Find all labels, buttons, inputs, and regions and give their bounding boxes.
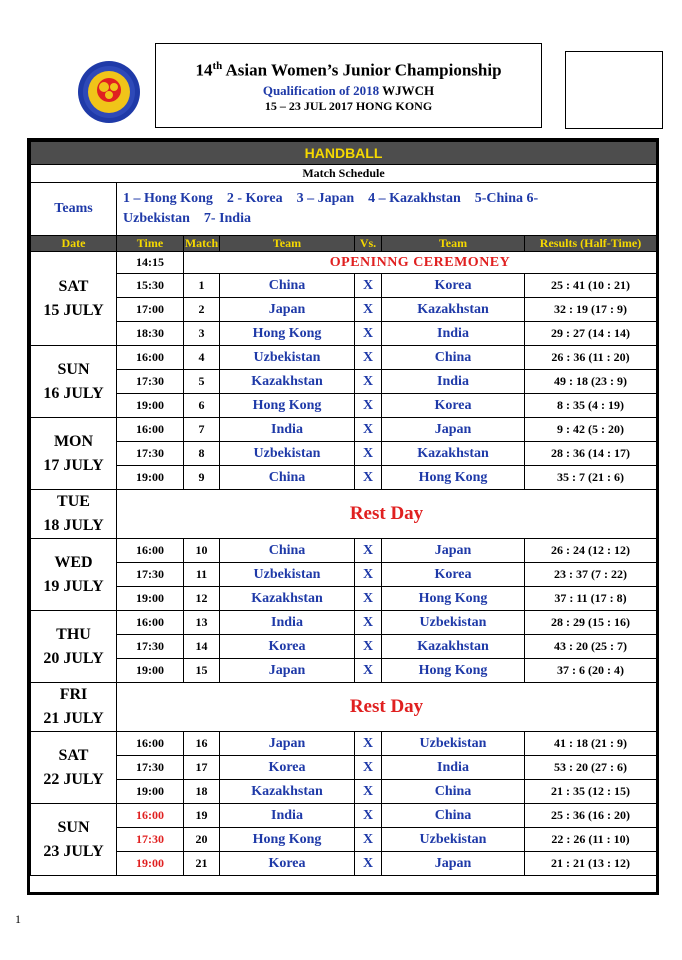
match-number: 12 [184,587,220,611]
day-date-cell [31,732,117,804]
col-team-away: Team [382,236,525,252]
day-date: 22 JULY [43,770,104,788]
match-result: 37 : 6 (20 : 4) [525,659,657,683]
match-result: 28 : 29 (15 : 16) [525,611,657,635]
match-row [31,539,657,563]
match-number: 7 [184,418,220,442]
match-row [31,732,657,756]
match-row [31,635,657,659]
versus-mark: X [355,611,382,635]
match-number: 1 [184,274,220,298]
championship-title-box [155,43,542,128]
match-time: 17:30 [117,442,184,466]
away-team: Hong Kong [382,587,525,611]
match-result: 37 : 11 (17 : 8) [525,587,657,611]
versus-mark: X [355,804,382,828]
home-team: Hong Kong [220,322,355,346]
match-number: 13 [184,611,220,635]
match-number: 15 [184,659,220,683]
day-name: SUN [57,818,90,836]
match-number: 10 [184,539,220,563]
match-result: 21 : 21 (13 : 12) [525,852,657,876]
match-time: 18:30 [117,322,184,346]
match-time: 16:00 [117,418,184,442]
match-result: 35 : 7 (21 : 6) [525,466,657,490]
match-row [31,274,657,298]
away-team: Korea [382,394,525,418]
sport-title: HANDBALL [31,142,657,165]
match-time: 17:30 [117,828,184,852]
match-result: 43 : 20 (25 : 7) [525,635,657,659]
day-date: 15 JULY [43,301,104,319]
home-team: Korea [220,756,355,780]
match-number: 18 [184,780,220,804]
home-team: Hong Kong [220,394,355,418]
match-time: 16:00 [117,732,184,756]
day-date-cell [31,252,117,346]
match-schedule-table [27,138,659,895]
match-number: 9 [184,466,220,490]
match-row [31,756,657,780]
day-name: WED [54,553,93,571]
match-number: 20 [184,828,220,852]
match-number: 11 [184,563,220,587]
dates-location: 15 – 23 JUL 2017 HONG KONG [264,98,433,113]
match-result: 25 : 41 (10 : 21) [525,274,657,298]
day-date-cell [31,418,117,490]
day-name: FRI [59,686,88,703]
away-team: Hong Kong [382,659,525,683]
col-match: Match [184,236,219,250]
schedule-subtitle: Match Schedule [31,165,657,183]
day-date-cell [31,804,117,876]
match-row [31,659,657,683]
match-result: 23 : 37 (7 : 22) [525,563,657,587]
match-result: 26 : 36 (11 : 20) [525,346,657,370]
match-row [31,466,657,490]
match-result: 29 : 27 (14 : 14) [525,322,657,346]
match-number: 8 [184,442,220,466]
match-time: 16:00 [117,611,184,635]
match-result: 53 : 20 (27 : 6) [525,756,657,780]
away-team: Kazakhstan [382,635,525,659]
col-team-home: Team [220,236,355,252]
match-number: 17 [184,756,220,780]
match-number: 2 [184,298,220,322]
team-entry: Uzbekistan [123,211,190,226]
home-team: China [220,466,355,490]
empty-box [565,51,663,129]
away-team: Japan [382,418,525,442]
match-row [31,780,657,804]
match-row [31,563,657,587]
versus-mark: X [355,539,382,563]
match-result: 28 : 36 (14 : 17) [525,442,657,466]
away-team: Uzbekistan [382,732,525,756]
versus-mark: X [355,394,382,418]
away-team: India [382,370,525,394]
match-time: 19:00 [117,852,184,876]
home-team: Kazakhstan [220,370,355,394]
match-number: 21 [184,852,220,876]
team-entry: 5-China 6- [474,191,539,206]
match-result: 22 : 26 (11 : 10) [525,828,657,852]
team-entry: 4 – Kazakhstan [368,191,461,206]
home-team: India [220,611,355,635]
rest-day-label: Rest Day [117,683,657,732]
match-time: 17:30 [117,563,184,587]
away-team: Kazakhstan [382,442,525,466]
day-date-cell [31,611,117,683]
versus-mark: X [355,442,382,466]
ceremony-time: 14:15 [117,252,184,274]
match-time: 19:00 [117,466,184,490]
versus-mark: X [355,828,382,852]
col-date: Date [31,236,117,252]
match-time: 17:30 [117,370,184,394]
versus-mark: X [355,322,382,346]
day-date-cell [31,346,117,418]
away-team: Korea [382,274,525,298]
championship-title: 14th Asian Women’s Junior Championship [195,60,502,80]
away-team: China [382,780,525,804]
away-team: Kazakhstan [382,298,525,322]
page-number: 1 [15,912,21,926]
home-team: Korea [220,635,355,659]
col-results: Results (Half-Time) [525,236,657,252]
team-entry: 3 – Japan [296,191,355,206]
teams-list [117,183,657,236]
day-name: MON [53,432,94,450]
rest-day-row [31,683,657,732]
match-result: 32 : 19 (17 : 9) [525,298,657,322]
versus-mark: X [355,346,382,370]
versus-mark: X [355,756,382,780]
versus-mark: X [355,466,382,490]
away-team: India [382,322,525,346]
federation-logo [77,60,141,124]
match-time: 16:00 [117,346,184,370]
day-name: SAT [58,277,89,295]
column-header-row [31,236,657,252]
match-result: 8 : 35 (4 : 19) [525,394,657,418]
versus-mark: X [355,274,382,298]
away-team: Korea [382,563,525,587]
ceremony-row [31,252,657,274]
match-row [31,442,657,466]
match-number: 5 [184,370,220,394]
match-number: 16 [184,732,220,756]
match-result: 41 : 18 (21 : 9) [525,732,657,756]
ceremony-label: OPENINNG CEREMONEY [184,252,657,274]
match-row [31,298,657,322]
match-row [31,418,657,442]
match-row [31,346,657,370]
match-time: 16:00 [117,804,184,828]
col-time: Time [117,236,184,252]
match-time: 15:30 [117,274,184,298]
team-entry: 2 - Korea [226,191,283,206]
match-time: 16:00 [117,539,184,563]
versus-mark: X [355,732,382,756]
team-entry: 7- India [203,211,251,226]
col-vs: Vs. [355,236,382,252]
day-date-cell [31,490,117,539]
match-time: 19:00 [117,780,184,804]
match-number: 3 [184,322,220,346]
match-number: 14 [184,635,220,659]
day-date: 17 JULY [43,456,104,474]
teams-label: Teams [31,183,117,236]
home-team: Kazakhstan [220,587,355,611]
rest-day-label: Rest Day [117,490,657,539]
match-row [31,370,657,394]
versus-mark: X [355,418,382,442]
match-row [31,611,657,635]
home-team: Japan [220,298,355,322]
away-team: China [382,804,525,828]
match-time: 19:00 [117,394,184,418]
home-team: China [220,539,355,563]
match-row [31,852,657,876]
match-row [31,394,657,418]
away-team: Hong Kong [382,466,525,490]
day-date-cell [31,683,117,732]
day-name: SAT [58,746,89,764]
rest-day-row [31,490,657,539]
match-time: 17:30 [117,756,184,780]
away-team: India [382,756,525,780]
match-number: 6 [184,394,220,418]
home-team: China [220,274,355,298]
versus-mark: X [355,635,382,659]
day-date-cell [31,539,117,611]
match-time: 19:00 [117,587,184,611]
match-time: 17:00 [117,298,184,322]
match-row [31,828,657,852]
day-name: TUE [57,493,90,510]
day-date: 19 JULY [43,577,104,595]
match-result: 21 : 35 (12 : 15) [525,780,657,804]
day-date: 18 JULY [43,517,104,534]
day-name: SUN [57,360,90,378]
match-result: 26 : 24 (12 : 12) [525,539,657,563]
versus-mark: X [355,852,382,876]
day-date: 20 JULY [43,649,104,667]
away-team: Uzbekistan [382,611,525,635]
day-date: 23 JULY [43,842,104,860]
day-date: 21 JULY [43,710,104,727]
versus-mark: X [355,370,382,394]
home-team: India [220,418,355,442]
home-team: Uzbekistan [220,563,355,587]
versus-mark: X [355,563,382,587]
home-team: Japan [220,732,355,756]
home-team: Uzbekistan [220,346,355,370]
home-team: Korea [220,852,355,876]
versus-mark: X [355,587,382,611]
match-number: 4 [184,346,220,370]
home-team: Kazakhstan [220,780,355,804]
match-number: 19 [184,804,220,828]
home-team: Japan [220,659,355,683]
match-time: 19:00 [117,659,184,683]
home-team: Hong Kong [220,828,355,852]
match-row [31,322,657,346]
versus-mark: X [355,298,382,322]
away-team: Japan [382,852,525,876]
match-row [31,804,657,828]
qualification-line: Qualification of 2018 WJWCH [262,82,435,98]
versus-mark: X [355,780,382,804]
match-result: 9 : 42 (5 : 20) [525,418,657,442]
away-team: Uzbekistan [382,828,525,852]
home-team: Uzbekistan [220,442,355,466]
match-time: 17:30 [117,635,184,659]
versus-mark: X [355,659,382,683]
match-row [31,587,657,611]
match-result: 25 : 36 (16 : 20) [525,804,657,828]
match-result: 49 : 18 (23 : 9) [525,370,657,394]
day-date: 16 JULY [43,384,104,402]
away-team: Japan [382,539,525,563]
home-team: India [220,804,355,828]
team-entry: 1 – Hong Kong [123,191,213,206]
day-name: THU [56,625,91,643]
away-team: China [382,346,525,370]
